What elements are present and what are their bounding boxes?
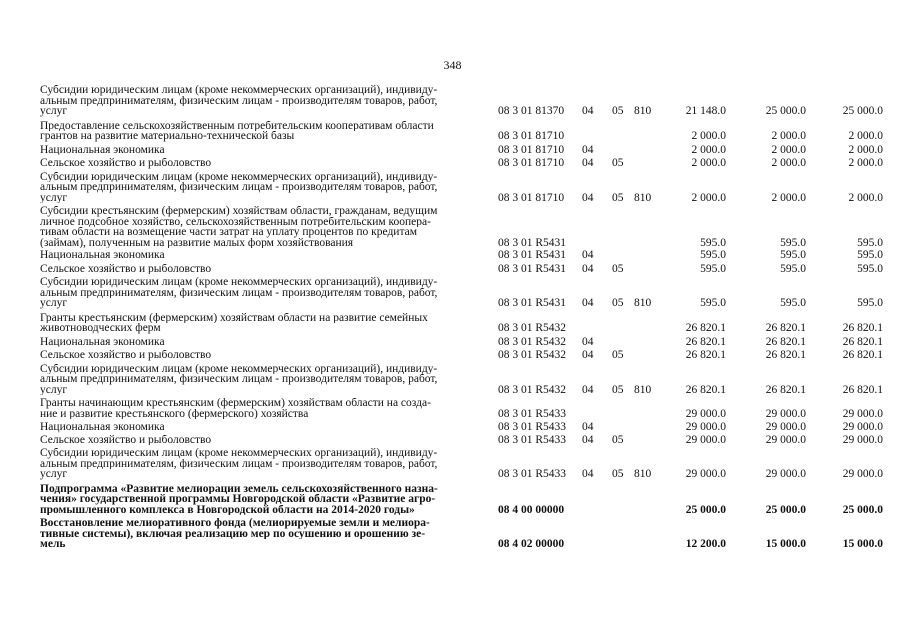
amount-2020: 29 000.0 — [765, 421, 806, 433]
amount-2019: 29 000.0 — [685, 433, 726, 446]
target-article-code: 08 3 01 R5431 — [498, 236, 567, 249]
amount-2020: 595.0 — [780, 297, 806, 309]
table-row — [40, 337, 888, 348]
section-code: 04 — [582, 143, 594, 156]
description-line: Национальная экономика — [40, 144, 165, 155]
section-code: 04 — [582, 262, 594, 275]
section-code: 04 — [582, 105, 594, 117]
table-row — [40, 313, 888, 334]
subsection-code: 05 — [612, 105, 624, 117]
description-line: Национальная экономика — [40, 336, 165, 347]
target-article-code: 08 3 01 R5432 — [498, 349, 567, 361]
table-row — [40, 448, 888, 480]
amount-2020: 26 820.1 — [765, 349, 806, 361]
row-description — [40, 264, 488, 275]
section-code: 04 — [582, 383, 594, 396]
amount-2021: 15 000.0 — [842, 538, 883, 550]
description-line: Подпрограмма «Развитие мелиорации земель сельскохозяйственного назна- — [40, 483, 438, 494]
expense-type-code: 810 — [634, 383, 652, 396]
description-line: Субсидии юридическим лицам (кроме некоммерческих организаций), индивиду- — [40, 448, 438, 459]
expense-type-code: 810 — [634, 105, 652, 117]
description-line: Субсидии юридическим лицам (кроме некоммерческих организаций), индивиду- — [40, 171, 438, 182]
row-description — [40, 364, 488, 396]
subsection-code: 05 — [612, 349, 624, 361]
subsection-code: 05 — [612, 433, 624, 446]
description-line: альным предпринимателям, физическим лицам - производителям товаров, работ, — [40, 287, 438, 298]
description-line: Субсидии юридическим лицам (кроме некоммерческих организаций), индивиду- — [40, 363, 438, 374]
description-line: тивам области на возмещение части затрат на уплату процентов по кредитам — [40, 227, 417, 238]
table-row — [40, 250, 888, 261]
amount-2019: 26 820.1 — [685, 335, 726, 348]
target-article-code: 08 3 01 R5431 — [498, 249, 567, 261]
table-row — [40, 350, 888, 361]
table-row — [40, 172, 888, 204]
row-description — [40, 435, 488, 446]
amount-2019: 595.0 — [700, 262, 726, 275]
amount-2021: 26 820.1 — [842, 335, 883, 348]
section-code: 04 — [582, 468, 594, 480]
row-description — [40, 158, 488, 169]
amount-2020: 595.0 — [780, 236, 806, 249]
target-article-code: 08 3 01 81710 — [498, 143, 565, 156]
target-article-code: 08 4 00 00000 — [498, 503, 565, 516]
amount-2021: 29 000.0 — [842, 421, 883, 433]
description-line: Сельское хозяйство и рыболовство — [40, 350, 212, 361]
description-line: Национальная экономика — [40, 422, 165, 433]
amount-2021: 595.0 — [857, 236, 883, 249]
section-code: 04 — [582, 249, 594, 261]
target-article-code: 08 3 01 R5431 — [498, 297, 567, 309]
amount-2021: 25 000.0 — [842, 503, 883, 516]
subsection-code: 05 — [612, 191, 624, 204]
description-line: чения» государственной программы Новгородской области «Развитие агро- — [40, 494, 436, 505]
target-article-code: 08 3 01 R5432 — [498, 335, 567, 348]
amount-2019: 12 200.0 — [685, 538, 726, 550]
amount-2020: 26 820.1 — [765, 335, 806, 348]
expense-type-code: 810 — [634, 297, 652, 309]
amount-2021: 595.0 — [857, 249, 883, 261]
row-description — [40, 206, 488, 248]
description-line: Гранты крестьянским (фермерским) хозяйствам области на развитие семейных — [40, 312, 428, 323]
amount-2020: 2 000.0 — [771, 157, 806, 169]
table-row — [40, 121, 888, 142]
table-row — [40, 435, 888, 446]
row-description — [40, 398, 488, 419]
table-row — [40, 277, 888, 309]
amount-2020: 26 820.1 — [765, 322, 806, 334]
table-row — [40, 206, 888, 248]
amount-2019: 595.0 — [700, 249, 726, 261]
description-line: альным предпринимателям, физическим лицам - производителям товаров, работ, — [40, 374, 438, 385]
row-description — [40, 145, 488, 156]
target-article-code: 08 3 01 R5433 — [498, 433, 567, 446]
description-line: Предоставление сельскохозяйственным потребительским кооперативам области — [40, 120, 434, 131]
amount-2019: 29 000.0 — [685, 468, 726, 480]
amount-2020: 29 000.0 — [765, 433, 806, 446]
target-article-code: 08 3 01 81710 — [498, 191, 565, 204]
description-line: Восстановление мелиоративного фонда (мелиорируемые земли и мелиора- — [40, 518, 430, 529]
amount-2019: 29 000.0 — [685, 407, 726, 420]
amount-2021: 29 000.0 — [842, 407, 883, 420]
amount-2021: 29 000.0 — [842, 468, 883, 480]
amount-2020: 15 000.0 — [765, 538, 806, 550]
description-line: личное подсобное хозяйство, сельскохозяйственным потребительским коопера- — [40, 216, 431, 227]
amount-2021: 25 000.0 — [842, 105, 883, 117]
target-article-code: 08 3 01 R5432 — [498, 322, 567, 334]
description-line: Гранты начинающим крестьянским (фермерским) хозяйствам области на созда- — [40, 398, 431, 409]
amount-2021: 2 000.0 — [848, 191, 883, 204]
description-line: Национальная экономика — [40, 250, 165, 261]
table-row — [40, 422, 888, 433]
amount-2021: 595.0 — [857, 262, 883, 275]
target-article-code: 08 3 01 R5433 — [498, 468, 567, 480]
amount-2021: 2 000.0 — [848, 130, 883, 142]
subsection-code: 05 — [612, 297, 624, 309]
amount-2019: 2 000.0 — [691, 157, 726, 169]
target-article-code: 08 4 02 00000 — [498, 538, 565, 550]
amount-2020: 2 000.0 — [771, 143, 806, 156]
amount-2021: 2 000.0 — [848, 143, 883, 156]
amount-2021: 26 820.1 — [842, 383, 883, 396]
description-line: грантов на развитие материально-технической базы — [40, 131, 295, 142]
amount-2020: 29 000.0 — [765, 407, 806, 420]
target-article-code: 08 3 01 R5432 — [498, 383, 567, 396]
amount-2019: 25 000.0 — [685, 503, 726, 516]
budget-table — [40, 82, 888, 550]
table-row — [40, 145, 888, 156]
row-description — [40, 172, 488, 204]
section-code: 04 — [582, 335, 594, 348]
target-article-code: 08 3 01 R5433 — [498, 407, 567, 420]
subsection-code: 05 — [612, 468, 624, 480]
description-line: мель — [40, 539, 66, 550]
description-line: Сельское хозяйство и рыболовство — [40, 158, 212, 169]
row-description — [40, 85, 488, 117]
description-line: Сельское хозяйство и рыболовство — [40, 263, 212, 274]
subsection-code: 05 — [612, 383, 624, 396]
table-row — [40, 264, 888, 275]
table-row — [40, 158, 888, 169]
description-line: промышленного комплекса в Новгородской области на 2014-2020 годы» — [40, 504, 415, 515]
row-description — [40, 121, 488, 142]
section-code: 04 — [582, 297, 594, 309]
description-line: животноводческих ферм — [40, 323, 161, 334]
table-row — [40, 518, 888, 550]
description-line: Субсидии крестьянским (фермерским) хозяйствам области, гражданам, ведущим — [40, 206, 438, 217]
row-description — [40, 422, 488, 433]
amount-2019: 26 820.1 — [685, 383, 726, 396]
target-article-code: 08 3 01 R5433 — [498, 421, 567, 433]
amount-2021: 26 820.1 — [842, 349, 883, 361]
amount-2019: 2 000.0 — [691, 130, 726, 142]
target-article-code: 08 3 01 81710 — [498, 130, 565, 142]
expense-type-code: 810 — [634, 468, 652, 480]
description-line: услуг — [40, 384, 68, 395]
subsection-code: 05 — [612, 157, 624, 169]
description-line: Сельское хозяйство и рыболовство — [40, 434, 212, 445]
section-code: 04 — [582, 421, 594, 433]
amount-2021: 29 000.0 — [842, 433, 883, 446]
table-row — [40, 364, 888, 396]
description-line: Субсидии юридическим лицам (кроме некоммерческих организаций), индивиду- — [40, 277, 438, 288]
amount-2020: 25 000.0 — [765, 503, 806, 516]
amount-2019: 2 000.0 — [691, 191, 726, 204]
section-code: 04 — [582, 191, 594, 204]
amount-2020: 2 000.0 — [771, 191, 806, 204]
amount-2020: 25 000.0 — [765, 105, 806, 117]
description-line: услуг — [40, 192, 68, 203]
description-line: альным предпринимателям, физическим лицам - производителям товаров, работ, — [40, 182, 438, 193]
amount-2021: 595.0 — [857, 297, 883, 309]
section-code: 04 — [582, 433, 594, 446]
row-description — [40, 250, 488, 261]
row-description — [40, 448, 488, 480]
amount-2020: 29 000.0 — [765, 468, 806, 480]
amount-2019: 595.0 — [700, 297, 726, 309]
description-line: услуг — [40, 106, 68, 117]
target-article-code: 08 3 01 81370 — [498, 105, 565, 117]
description-line: (займам), полученным на развитие малых форм хозяйствования — [40, 237, 354, 248]
description-line: услуг — [40, 298, 68, 309]
amount-2021: 2 000.0 — [848, 157, 883, 169]
expense-type-code: 810 — [634, 191, 652, 204]
target-article-code: 08 3 01 81710 — [498, 157, 565, 169]
subsection-code: 05 — [612, 262, 624, 275]
amount-2019: 26 820.1 — [685, 349, 726, 361]
description-line: услуг — [40, 469, 68, 480]
page-number: 348 — [443, 58, 462, 72]
row-description — [40, 518, 488, 550]
description-line: альным предпринимателям, физическим лицам - производителям товаров, работ, — [40, 95, 438, 106]
amount-2019: 21 148.0 — [685, 105, 726, 117]
row-description — [40, 313, 488, 334]
table-row — [40, 85, 888, 117]
description-line: альным предпринимателям, физическим лицам - производителям товаров, работ, — [40, 458, 438, 469]
amount-2020: 595.0 — [780, 249, 806, 261]
amount-2019: 595.0 — [700, 236, 726, 249]
row-description — [40, 337, 488, 348]
amount-2021: 26 820.1 — [842, 322, 883, 334]
amount-2020: 26 820.1 — [765, 383, 806, 396]
description-line: тивные системы), включая реализацию мер по осушению и орошению зе- — [40, 528, 426, 539]
amount-2020: 595.0 — [780, 262, 806, 275]
table-row — [40, 398, 888, 419]
amount-2019: 26 820.1 — [685, 322, 726, 334]
description-line: Субсидии юридическим лицам (кроме некоммерческих организаций), индивиду- — [40, 85, 438, 96]
amount-2020: 2 000.0 — [771, 130, 806, 142]
row-description — [40, 484, 488, 516]
section-code: 04 — [582, 349, 594, 361]
row-description — [40, 350, 488, 361]
amount-2019: 29 000.0 — [685, 421, 726, 433]
description-line: ние и развитие крестьянского (фермерского) хозяйства — [40, 408, 309, 419]
row-description — [40, 277, 488, 309]
target-article-code: 08 3 01 R5431 — [498, 262, 567, 275]
amount-2019: 2 000.0 — [691, 143, 726, 156]
table-row — [40, 484, 888, 516]
section-code: 04 — [582, 157, 594, 169]
